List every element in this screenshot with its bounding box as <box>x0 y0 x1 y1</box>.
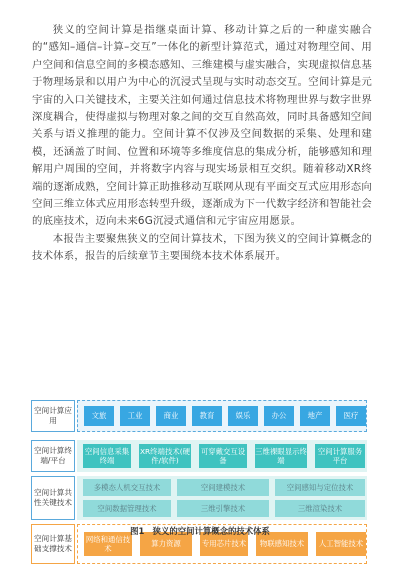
figure-caption: 图1 狭义的空间计算概念的技术体系 <box>130 526 270 536</box>
app-box-realestate: 地产 <box>300 406 330 426</box>
terminal-row <box>31 440 367 472</box>
base-box-ai: 人工智能技术 <box>316 532 366 556</box>
base-box-network: 网络和通信技术 <box>84 532 132 556</box>
terminal-box-capture: 空间信息采集终端 <box>83 444 131 468</box>
app-box-industry: 工业 <box>120 406 150 426</box>
tech-box-interaction: 多模态人机交互技术 <box>83 479 171 496</box>
base-box-iot: 物联感知技术 <box>256 532 308 556</box>
row-label: 空间计算基础支撑技术 <box>31 524 75 564</box>
tech-row <box>31 476 367 520</box>
tech-box-modeling: 空间建模技术 <box>177 479 269 496</box>
app-area <box>77 400 367 432</box>
paragraph: 本报告主要聚焦狭义的空间计算技术，下图为狭义的空间计算概念的技术体系，报告的后续章节主要围绕本技术体系展开。 <box>32 232 372 263</box>
tech-box-data-mgmt: 空间数据管理技术 <box>83 500 171 517</box>
app-box-education: 教育 <box>192 406 222 426</box>
base-box-chip: 专用芯片技术 <box>200 532 248 556</box>
tech-area <box>77 476 367 520</box>
app-box-entertainment: 娱乐 <box>228 406 258 426</box>
row-label: 空间计算终端/平台 <box>31 440 75 472</box>
terminal-box-platform: 空间计算服务平台 <box>315 444 365 468</box>
terminal-area <box>77 440 367 472</box>
paragraph: 狭义的空间计算是指继桌面计算、移动计算之后的一种虚实融合的“感知–通信–计算–交互”一体化的新型计算范式，通过对物理空间、用户空间和信息空间的多模态感知、三维建模与虚实融合，实现虚拟信息基于物理场景和以用户为中心的沉浸式呈现与实时动态交互。空间计算是元宇宙的入口关键技术，主要关注如何通过信息技术将物理世界与数字世界深度耦合，使得虚拟与物理对象之间的交互自然高效，同时具备感知空间关系与语义推理的能力。空间计算不仅涉及空间数据的采集、处理和建模，还涵盖了时间、位置和环境等多维度信息的集成分析，能够感知和理解用户周围的空间，并将数字内容与现实场景相互交织。随着移动XR终端的逐渐成熟，空间计算正助推移动互联网从现有平面交互式应用形态向空间三维立体式应用形态转型升级，逐渐成为下一代数字经济和智能社会的底座技术，迈向未来6G沉浸式通信和元宇宙应用愿景。 <box>32 24 372 228</box>
app-row <box>31 400 367 432</box>
app-box-medical: 医疗 <box>336 406 366 426</box>
row-label: 空间计算应用 <box>31 400 75 432</box>
tech-box-perception: 空间感知与定位技术 <box>275 479 365 496</box>
terminal-box-display: 三维裸眼显示终端 <box>255 444 307 468</box>
tech-box-engine: 三维引擎技术 <box>177 500 269 517</box>
tech-system-diagram <box>31 400 367 574</box>
app-box-office: 办公 <box>264 406 294 426</box>
app-box-wenlv: 文旅 <box>84 406 114 426</box>
app-box-commerce: 商业 <box>156 406 186 426</box>
row-label: 空间计算共性关键技术 <box>31 476 75 520</box>
terminal-box-wearable: 可穿戴交互设备 <box>199 444 247 468</box>
tech-box-rendering: 三维渲染技术 <box>275 500 365 517</box>
terminal-box-xr: XR终端技术(硬件/软件) <box>139 444 191 468</box>
body-text <box>32 22 372 266</box>
base-box-compute: 算力资源 <box>140 532 192 556</box>
